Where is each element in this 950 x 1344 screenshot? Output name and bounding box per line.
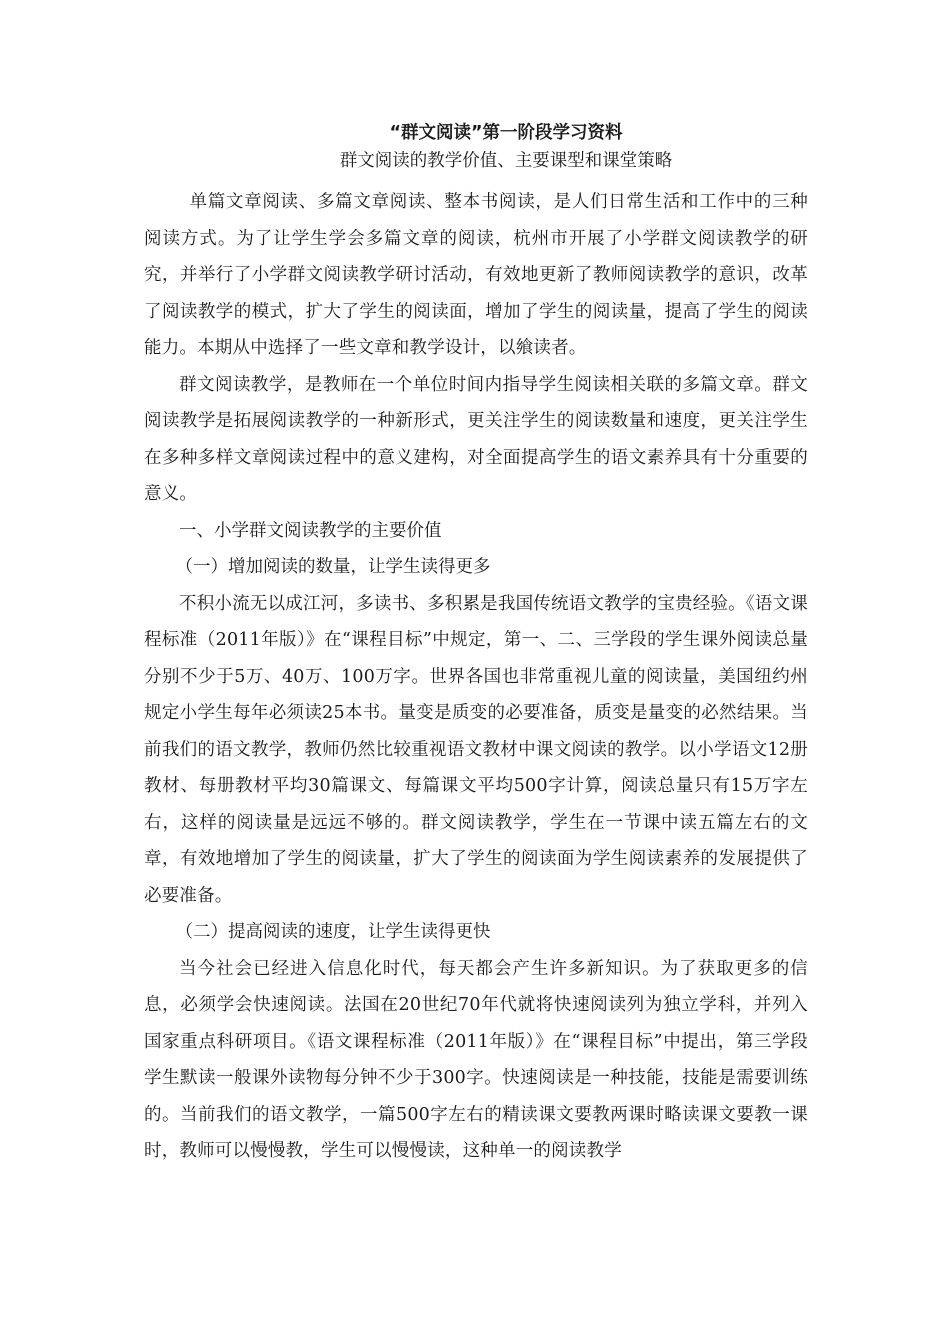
definition-paragraph: 群文阅读教学，是教师在一个单位时间内指导学生阅读相关联的多篇文章。群文阅读教学是拓展阅读教学的一种新形式，更关注学生的阅读数量和速度，更关注学生在多种多样文章阅读过程中的意义建构，对全面提高学生的语文素养具有十分重要的意义。 <box>144 374 808 504</box>
subsection-heading-1: （一）增加阅读的数量，让学生读得更多 <box>175 557 491 577</box>
document-page <box>144 118 808 1170</box>
subsection-heading-2: （二）提高阅读的速度，让学生读得更快 <box>175 922 491 942</box>
document-subtitle: 群文阅读的教学价值、主要课型和课堂策略 <box>339 151 673 171</box>
speed-paragraph: 当今社会已经进入信息化时代，每天都会产生许多新知识。为了获取更多的信息，必须学会快速阅读。法国在20世纪70年代就将快速阅读列为独立学科，并列入国家重点科研项目。《语文课程标准（2011年版）》在“课程目标”中提出，第三学段学生默读一般课外读物每分钟不少于300字。快速阅读是一种技能，技能是需要训练的。当前我们的语文教学，一篇500字左右的精读课文要教两课时略读课文要教一课时，教师可以慢慢教，学生可以慢慢读，这种单一的阅读教学 <box>144 958 808 1161</box>
section-heading-1: 一、小学群文阅读教学的主要价值 <box>179 520 442 541</box>
quantity-paragraph: 不积小流无以成江河，多读书、多积累是我国传统语文教学的宝贵经验。《语文课程标准（2011年版）》在“课程目标”中规定，第一、二、三学段的学生课外阅读总量分别不少于5万、40万、100万字。世界各国也非常重视儿童的阅读量，美国纽约州规定小学生每年必须读25本书。量变是质变的必要准备，质变是量变的必然结果。当前我们的语文教学，教师仍然比较重视语文教材中课文阅读的教学。以小学语文12册教材、每册教材平均30篇课文、每篇课文平均500字计算，阅读总量只有15万字左右，这样的阅读量是远远不够的。群文阅读教学，学生在一节课中读五篇左右的文章，有效地增加了学生的阅读量，扩大了学生的阅读面为学生阅读素养的发展提供了必要准备。 <box>144 593 808 906</box>
intro-paragraph: 单篇文章阅读、多篇文章阅读、整本书阅读，是人们日常生活和工作中的三种阅读方式。为了让学生学会多篇文章的阅读，杭州市开展了小学群文阅读教学的研究，并举行了小学群文阅读教学研讨活动，有效地更新了教师阅读教学的意识，改革了阅读教学的模式，扩大了学生的阅读面，增加了学生的阅读量，提高了学生的阅读能力。本期从中选择了一些文章和教学设计，以飨读者。 <box>144 192 808 358</box>
document-title: “群文阅读”第一阶段学习资料 <box>389 123 623 143</box>
